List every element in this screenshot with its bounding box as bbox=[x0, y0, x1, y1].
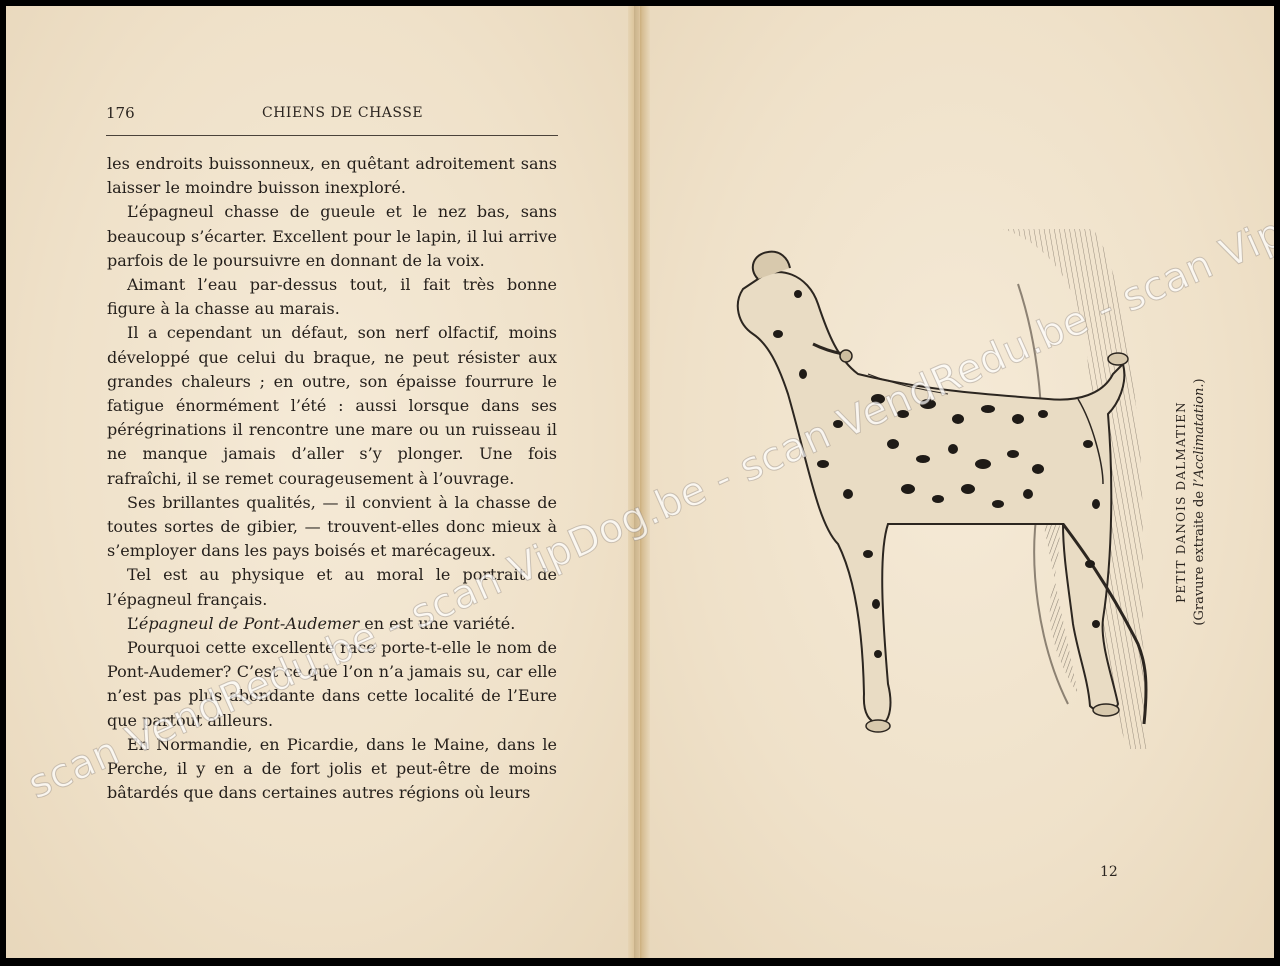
paragraph-variety bbox=[107, 612, 557, 636]
engraving-caption bbox=[1169, 362, 1227, 642]
paragraph-6: Tel est au physique et au moral le portrait de l’épagneul français. bbox=[107, 565, 557, 609]
paragraph-1: les endroits buissonneux, en quêtant adroitement sans laisser le moindre buisson inexploré. bbox=[107, 154, 557, 198]
right-page-number: 12 bbox=[1100, 864, 1118, 880]
dalmatian-engraving bbox=[718, 224, 1158, 754]
book-spread bbox=[6, 6, 1274, 958]
paragraph-4: Il a cependant un défaut, son nerf olfactif, moins développé que celui du braque, ne peut résister aux grandes chaleurs ; en outre, son épaisse fourrure le fatigue énormément l’été : aussi lorsque dans ses pérégrinations il rencontre une mare ou un ruisseau il ne manque jamais d’aller s’y plonger. Une fois rafraîchi, il se remet courageusement à l’ouvrage. bbox=[107, 323, 557, 488]
paragraph-8: En Normandie, en Picardie, dans le Maine, dans le Perche, il y en a de fort jolis et peut-être de moins bâtardés que dans certaines autres régions où leurs bbox=[107, 734, 557, 803]
running-head bbox=[106, 104, 558, 126]
running-title: CHIENS DE CHASSE bbox=[262, 105, 424, 121]
caption-subtitle bbox=[1192, 362, 1207, 642]
gutter-shadow bbox=[634, 6, 640, 958]
scan-watermark: scan VendRedu.be - scan VipDog.be - scan VendRedu.be - scan bbox=[21, 240, 1221, 809]
paragraph-2: L’épagneul chasse de gueule et le nez bas, sans beaucoup s’écarter. Excellent pour le lapin, il lui arrive parfois de le poursuivre en donnant de la voix. bbox=[107, 202, 557, 270]
left-page-body bbox=[107, 152, 557, 805]
caption-sub-prefix: (Gravure extraite de bbox=[1192, 486, 1207, 626]
header-rule bbox=[106, 135, 558, 136]
variety-breed-name: épagneul de Pont-Audemer bbox=[138, 613, 360, 633]
variety-prefix: L’ bbox=[127, 613, 139, 633]
variety-suffix: en est une variété. bbox=[359, 613, 516, 633]
paragraph-3: Aimant l’eau par-dessus tout, il fait très bonne figure à la chasse au marais. bbox=[107, 275, 557, 319]
paragraph-5: Ses brillantes qualités, — il convient à la chasse de toutes sortes de gibier, — trouvent-elles donc mieux à s’employer dans les pays boisés et marécageux. bbox=[107, 492, 557, 561]
caption-title: PETIT DANOIS DALMATIEN bbox=[1174, 401, 1188, 603]
caption-source: l’Acclimatation. bbox=[1192, 383, 1207, 487]
caption-sub-suffix: ) bbox=[1192, 378, 1207, 384]
paragraph-7: Pourquoi cette excellente race porte-t-elle le nom de Pont-Audemer? C’est ce que l’on n’a jamais su, car elle n’est pas plus abondante dans cette localité de l’Eure que partout ailleurs. bbox=[107, 638, 557, 730]
left-page-number: 176 bbox=[106, 104, 135, 122]
